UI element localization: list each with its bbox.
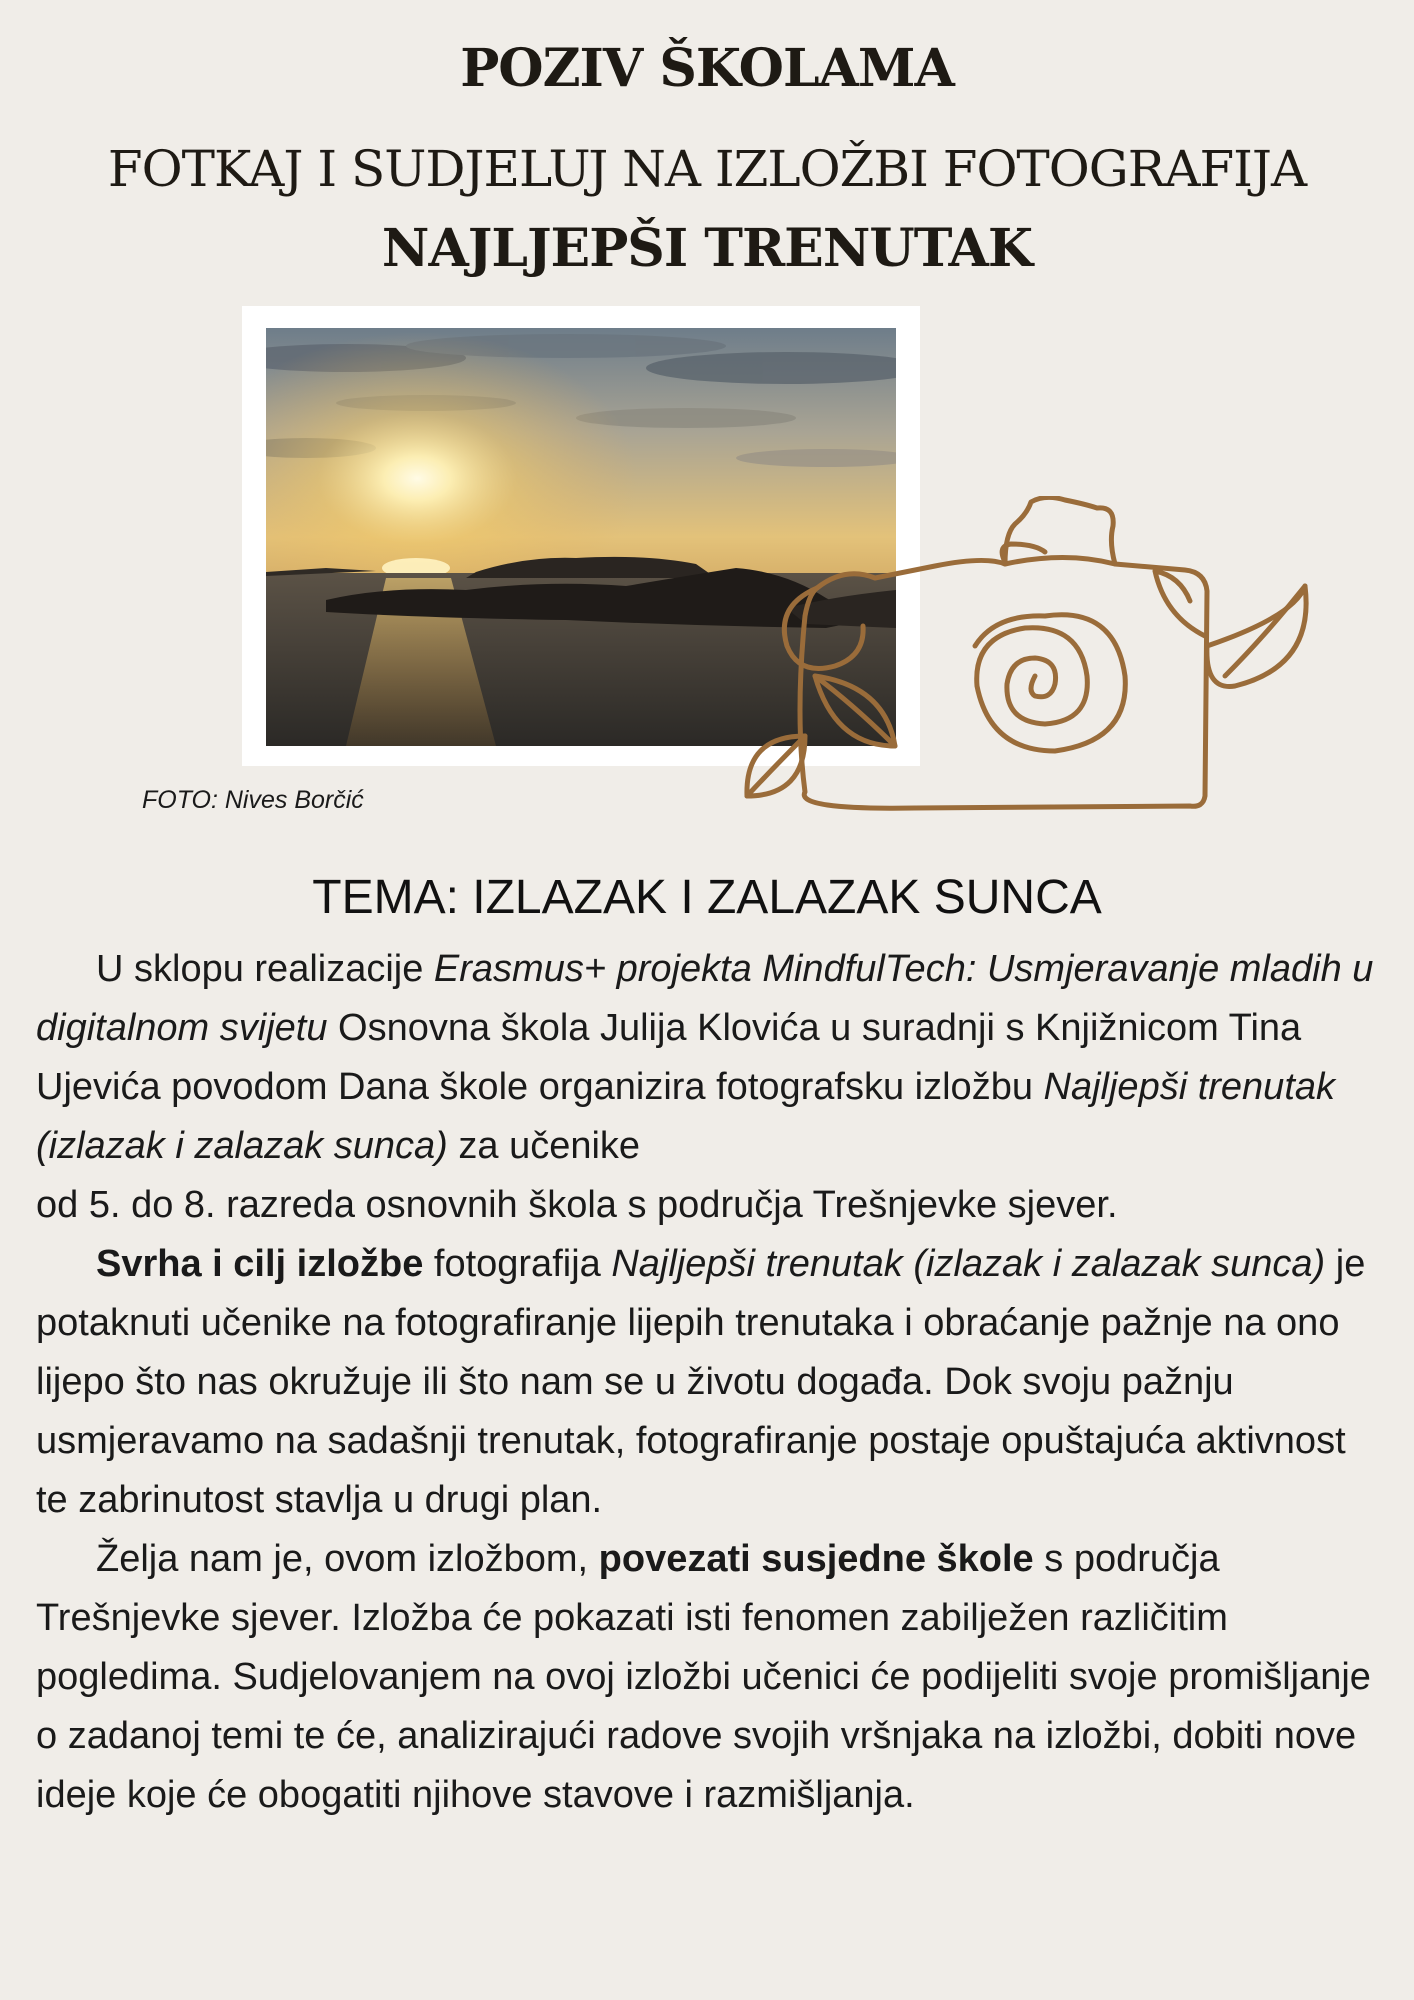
exhibition-name: NAJLJEPŠI TRENUTAK bbox=[381, 218, 1033, 279]
body-text bbox=[36, 940, 1386, 1825]
theme-heading: TEMA: IZLAZAK I ZALAZAK SUNCA bbox=[312, 871, 1102, 924]
photo-caption: FOTO: Nives Borčić bbox=[142, 786, 364, 814]
camera-icon bbox=[735, 496, 1315, 826]
paragraph-1: U sklopu realizacije Erasmus+ projekta MindfulTech: Usmjeravanje mladih u digitalnom svijetu Osnovna škola Julija Klovića u suradnji s Knjižnicom Tina Ujevića povodom Dana škole organizira fotografsku izložbu Najljepši trenutak (izlazak i zalazak sunca) za učenike od 5. do 8. razreda osnovnih škola s područja Trešnjevke sjever. bbox=[36, 948, 1374, 1226]
page-subtitle: FOTKAJ I SUDJELUJ NA IZLOŽBI FOTOGRAFIJA bbox=[107, 140, 1307, 198]
paragraph-3: Želja nam je, ovom izložbom, povezati susjedne škole s područja Trešnjevke sjever. Izložba će pokazati isti fenomen zabilježen različitim pogledima. Sudjelovanjem na ovoj izložbi učenici će podijeliti svoje promišljanje o zadanoj temi te će, analizirajući radove svojih vršnjaka na izložbi, dobiti nove ideje koje će obogatiti njihove stavove i razmišljanja. bbox=[36, 1538, 1371, 1816]
page-title: POZIV ŠKOLAMA bbox=[460, 38, 954, 99]
paragraph-2: Svrha i cilj izložbe fotografija Najljepši trenutak (izlazak i zalazak sunca) je potaknuti učenike na fotografiranje lijepih trenutaka i obraćanje pažnje na ono lijepo što nas okružuje ili što nam se u životu događa. Dok svoju pažnju usmjeravamo na sadašnji trenutak, fotografiranje postaje opuštajuća aktivnost te zabrinutost stavlja u drugi plan. bbox=[36, 1243, 1366, 1521]
